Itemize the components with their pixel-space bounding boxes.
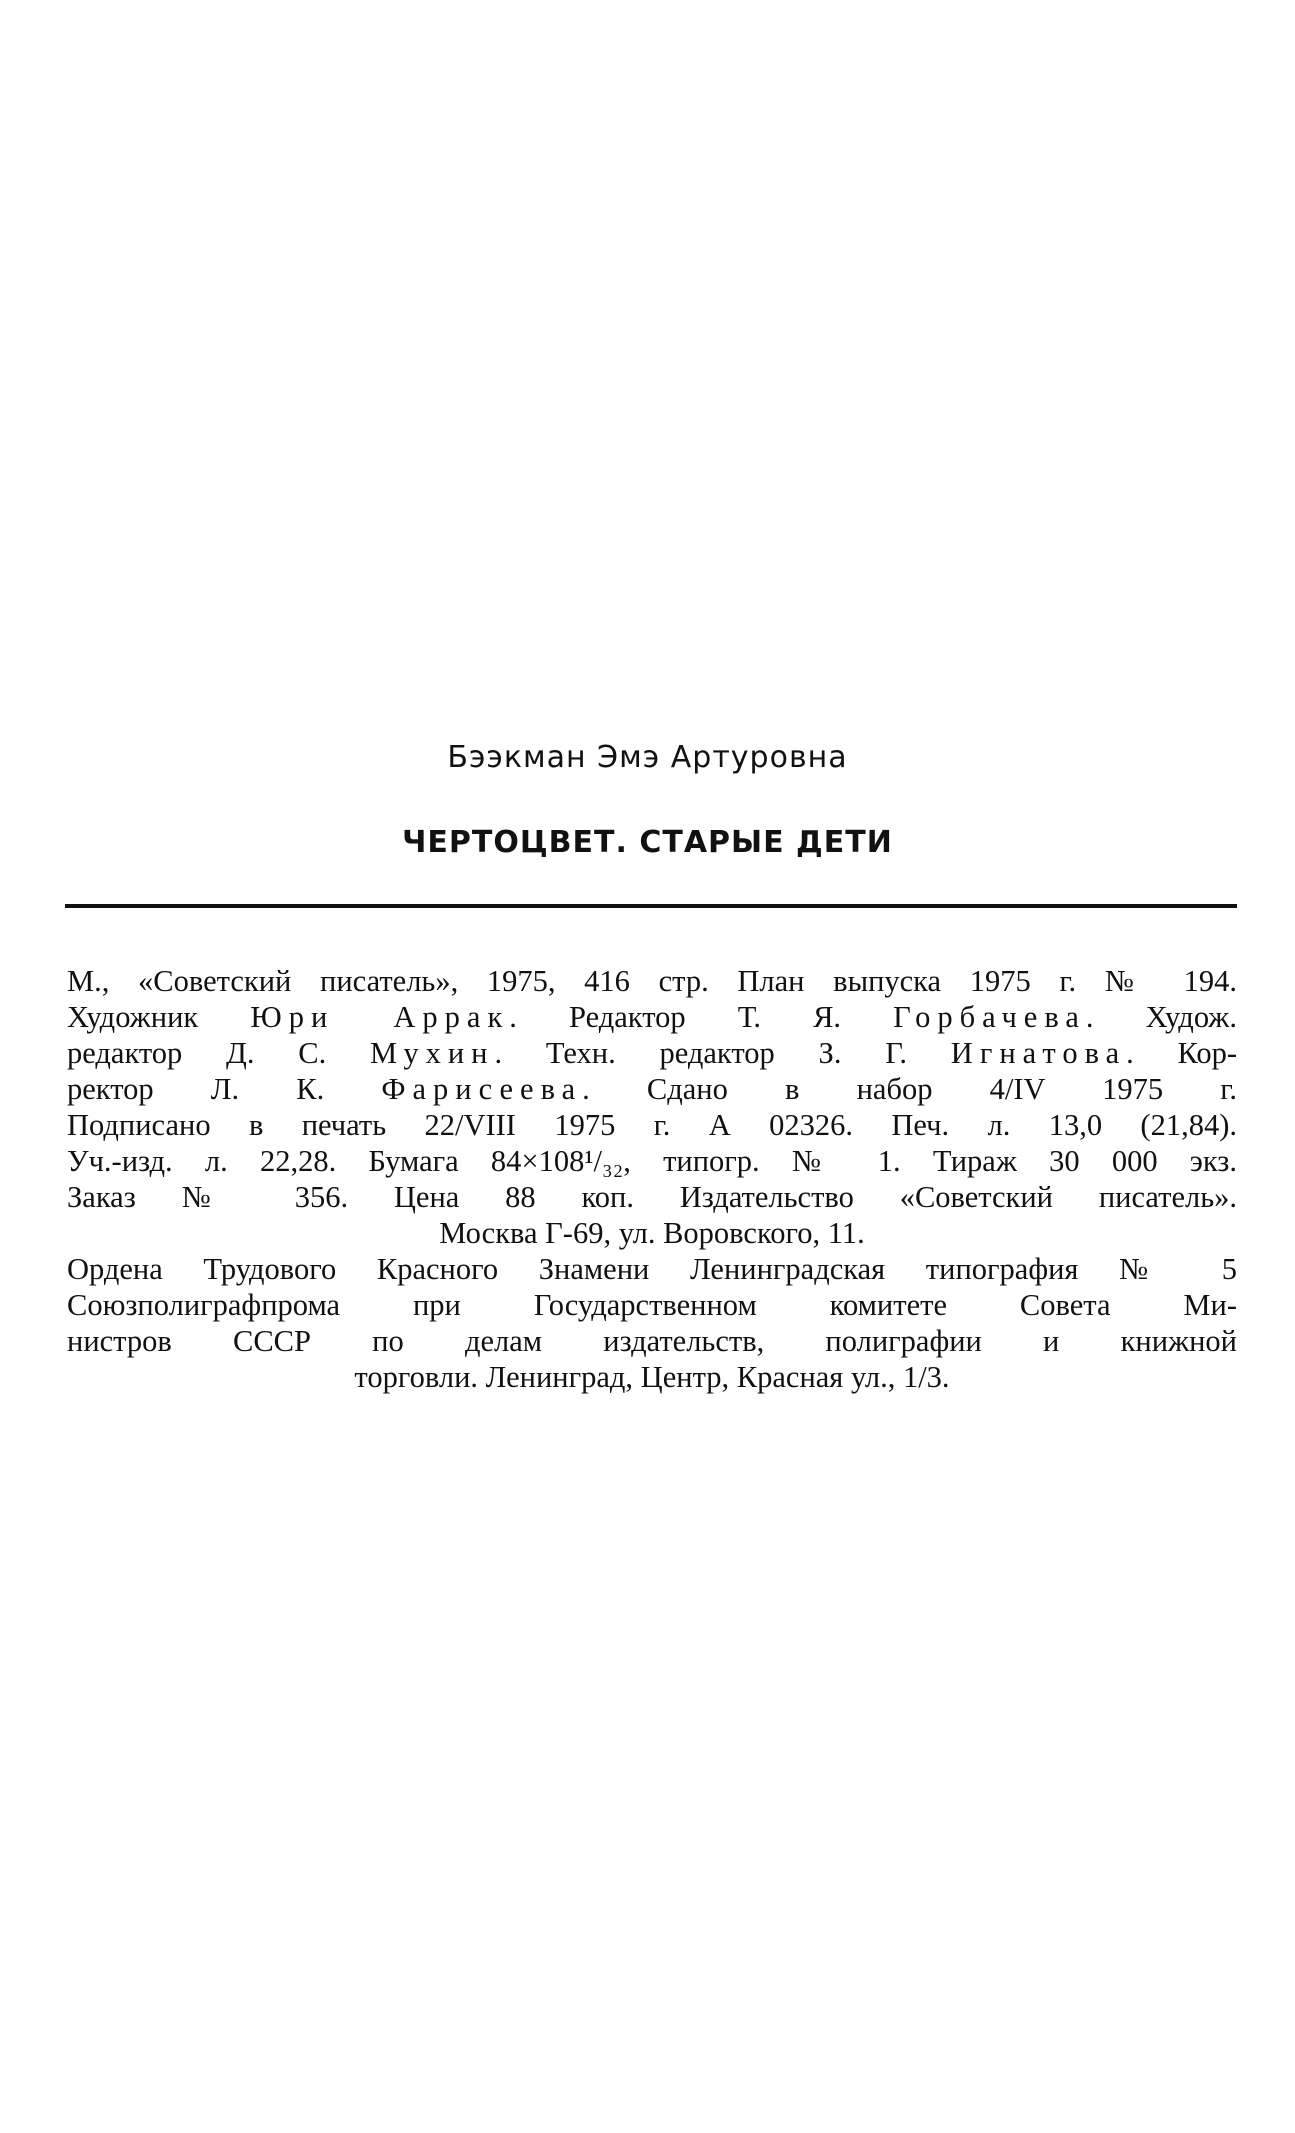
printer-line-4: торговли. Ленинград, Центр, Красная ул., 1/3. — [354, 1360, 950, 1394]
imprint-text: Художник — [67, 1000, 251, 1034]
imprint-text: ректор Л. К. — [67, 1072, 382, 1106]
imprint-text: . Техн. редактор З. Г. — [494, 1036, 951, 1070]
printer-line-2: Союзполиграфпрома при Государственном комитете Совета Ми- — [67, 1288, 1237, 1322]
art-editor-name: Мухин — [370, 1036, 495, 1070]
book-title: ЧЕРТОЦВЕТ. СТАРЫЕ ДЕТИ — [402, 825, 893, 860]
imprint-line-8: Москва Г-69, ул. Воровского, 11. — [439, 1216, 865, 1250]
imprint-text: . Сдано в набор 4/IV 1975 г. — [582, 1072, 1237, 1106]
imprint-line-7: Заказ № 356. Цена 88 коп. Издательство «Советский писатель». — [67, 1180, 1237, 1214]
imprint-block — [67, 963, 1237, 1395]
imprint-text: . Кор- — [1126, 1036, 1238, 1070]
printer-line-1: Ордена Трудового Красного Знамени Ленинградская типография № 5 — [67, 1252, 1237, 1286]
tech-editor-name: Игнатова — [950, 1036, 1127, 1070]
author-name: Бээкман Эмэ Артуровна — [447, 740, 848, 775]
artist-name: Юри Аррак — [250, 1000, 510, 1034]
editor-name: Горбачева — [893, 1000, 1086, 1034]
imprint-line-1: М., «Советский писатель», 1975, 416 стр. План выпуска 1975 г. № 194. — [67, 964, 1237, 998]
imprint-text: . Худож. — [1085, 1000, 1238, 1034]
imprint-line-6: Уч.-изд. л. 22,28. Бумага 84×108¹/₃₂, типогр. № 1. Тираж 30 000 экз. — [67, 1144, 1237, 1178]
imprint-text: редактор Д. С. — [67, 1036, 370, 1070]
imprint-line-4 — [67, 1071, 1237, 1107]
imprint-line-2 — [67, 999, 1237, 1035]
printer-line-3: нистров СССР по делам издательств, полиграфии и книжной — [67, 1324, 1237, 1358]
imprint-text: . Редактор Т. Я. — [509, 1000, 894, 1034]
divider-rule — [65, 904, 1237, 908]
imprint-line-3 — [67, 1035, 1237, 1071]
imprint-line-5: Подписано в печать 22/VIII 1975 г. А 02326. Печ. л. 13,0 (21,84). — [67, 1108, 1237, 1142]
corrector-name: Фарисеева — [381, 1072, 583, 1106]
